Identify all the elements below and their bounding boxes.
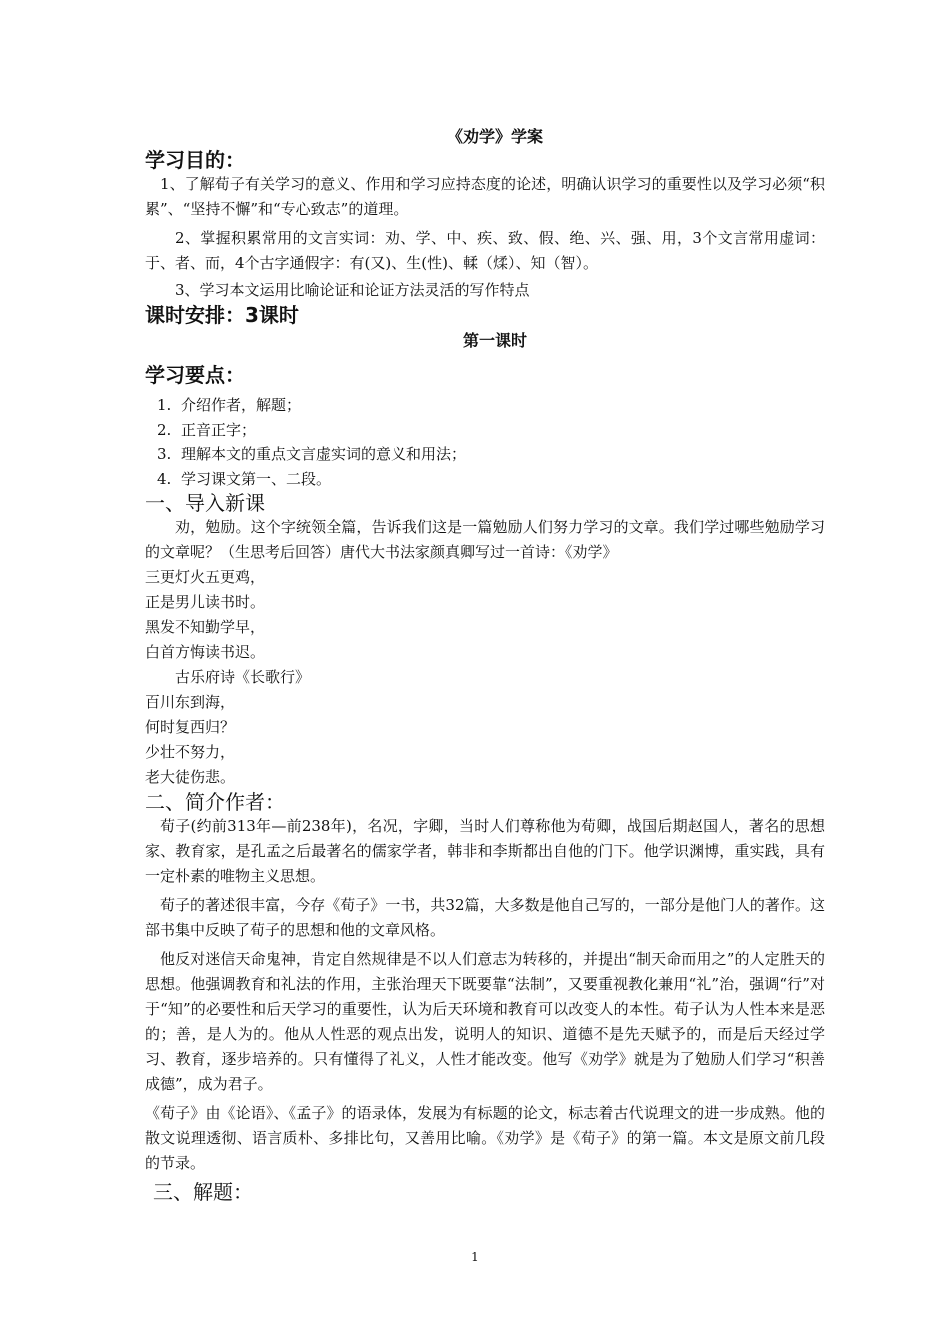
list-item (145, 442, 825, 467)
list-item-number: 4. (157, 469, 172, 488)
page-number: 1 (471, 1250, 479, 1264)
section1-heading: 一、导入新课 (145, 491, 265, 515)
section3-heading: 三、解题： (153, 1180, 253, 1204)
list-item-number: 2. (157, 420, 172, 439)
lesson-title: 第一课时 (462, 331, 527, 350)
poem2-title: 古乐府诗《长歌行》 (175, 668, 311, 686)
list-item-number: 1. (157, 396, 172, 414)
keypoints-heading: 学习要点： (145, 363, 245, 387)
section2-para: 《荀子》由《论语》、《孟子》的语录体，发展为有标题的论文，标志着古代说理文的进一步成熟。他的散文说理透彻、语言质朴、多排比句，又善用比喻。《劝学》是《荀子》的第一篇。本文是原文前几段的节录。 (145, 1104, 825, 1172)
list-item (145, 393, 825, 418)
keypoints-list (145, 393, 825, 491)
section2-para: 荀子的著述很丰富，今存《荀子》一书，共32篇，大多数是他自己写的，一部分是他门人的著作。这部书集中反映了荀子的思想和他的文章风格。 (145, 896, 825, 939)
objective-1: 1、了解荀子有关学习的意义、作用和学习应持态度的论述，明确认识学习的重要性以及学习必须“积累”、“坚持不懈”和“专心致志”的道理。 (145, 175, 825, 218)
objective-2: 2、掌握积累常用的文言实词：劝、学、中、疾、致、假、绝、兴、强、用，3个文言常用虚词：于、者、而，4个古字通假字：有(又)、生(性)、輮（煣）、知（智）。 (145, 229, 825, 272)
list-item-text: 理解本文的重点文言虚实词的意义和用法； (181, 445, 467, 463)
section2-para: 荀子(约前313年—前238年)，名况，字卿，当时人们尊称他为荀卿，战国后期赵国人，著名的思想家、教育家，是孔孟之后最著名的儒家学者，韩非和李斯都出自他的门下。他学识渊博，重实践，具有一定朴素的唯物主义思想。 (145, 817, 825, 885)
document-title: 《劝学》学案 (446, 127, 543, 146)
poem1-line: 白首方悔读书迟。 (145, 643, 266, 661)
section1-intro: 劝，勉励。这个字统领全篇，告诉我们这是一篇勉励人们努力学习的文章。我们学过哪些勉励学习的文章呢？（生思考后回答）唐代大书法家颜真卿写过一首诗：《劝学》 (145, 518, 825, 561)
poem1-line: 三更灯火五更鸡， (145, 568, 266, 586)
section2-heading: 二、简介作者： (145, 790, 285, 814)
poem1-line: 正是男儿读书时。 (145, 593, 266, 611)
section2-para: 他反对迷信天命鬼神，肯定自然规律是不以人们意志为转移的，并提出“制天命而用之”的人定胜天的思想。他强调教育和礼法的作用，主张治理天下既要靠“法制”，又要重视教化兼用“礼”治，强调“行”对于“知”的必要性和后天学习的重要性，认为后天环境和教育可以改变人的本性。荀子认为人性本来是恶的；善，是人为的。他从人性恶的观点出发，说明人的知识、道德不是先天赋予的，而是后天经过学习、教育，逐步培养的。只有懂得了礼义，人性才能改变。他写《劝学》就是为了勉励人们学习“积善成德”，成为君子。 (145, 950, 825, 1093)
poem2-line: 少壮不努力， (145, 743, 236, 761)
list-item (145, 418, 825, 443)
poem2-line: 百川东到海， (145, 693, 236, 711)
schedule-heading: 课时安排：3课时 (145, 303, 299, 327)
objective-3: 3、学习本文运用比喻论证和论证方法灵活的写作特点 (175, 281, 530, 299)
poem2-line: 老大徒伤悲。 (145, 768, 236, 786)
list-item-text: 正音正字； (181, 420, 257, 439)
poem2-line: 何时复西归？ (145, 718, 236, 736)
list-item (145, 467, 825, 492)
list-item-number: 3. (157, 445, 172, 463)
list-item-text: 学习课文第一、二段。 (181, 469, 332, 488)
poem1-line: 黑发不知勤学早， (145, 618, 266, 636)
document-body (145, 126, 825, 1204)
objectives-heading: 学习目的： (145, 148, 245, 172)
list-item-text: 介绍作者，解题； (181, 396, 302, 414)
